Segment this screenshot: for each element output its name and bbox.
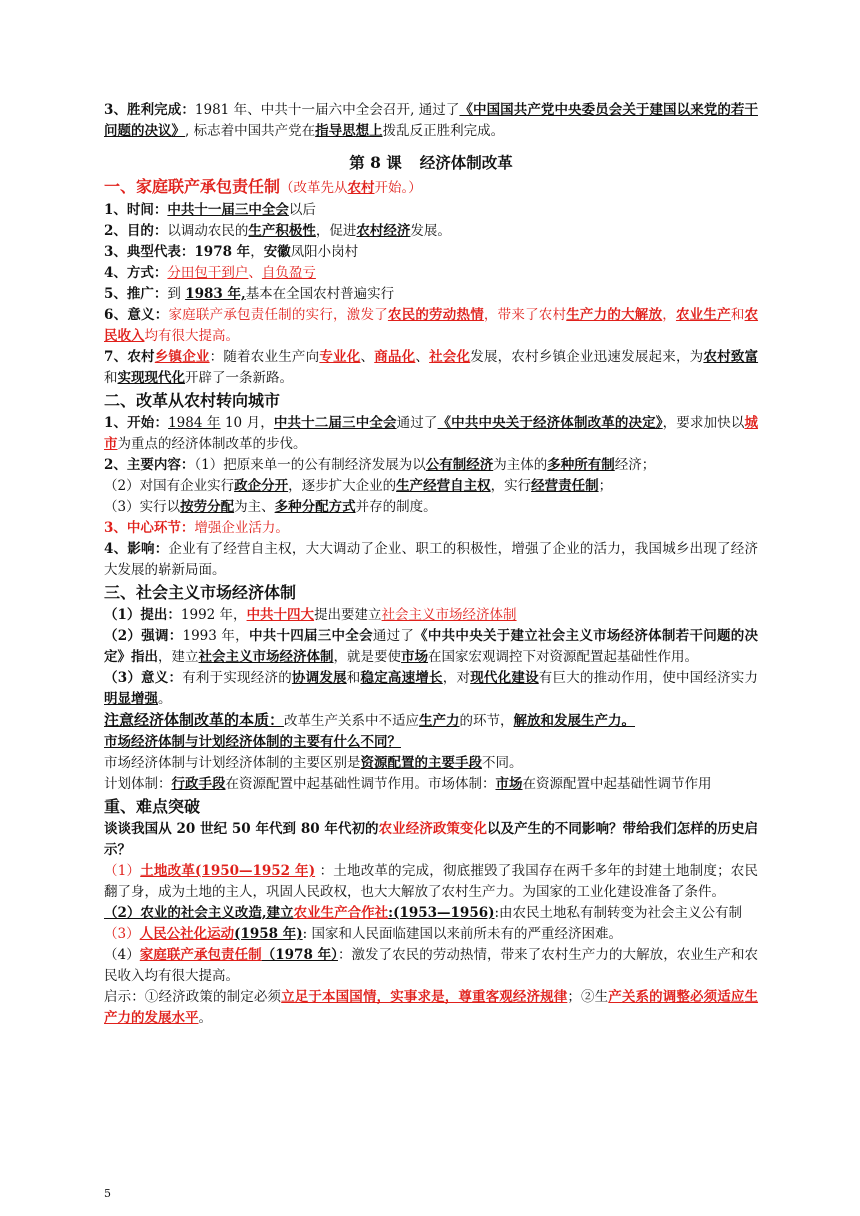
s1-rural-enterprises: 7、农村乡镇企业：随着农业生产向专业化、商品化、社会化发展，农村乡镇企业迅速发展起来，为农村致富和实现现代化开辟了一条新路。 — [104, 349, 759, 386]
s2-effect: 4、影响：企业有了经营自主权，大大调动了企业、职工的积极性，增强了企业的活力，我国城乡出现了经济大发展的崭新局面。 — [104, 541, 758, 578]
lesson-title: 第 8 课 经济体制改革 — [349, 153, 513, 172]
s2-content-1: 2、主要内容：（1）把原来单一的公有制经济发展为以公有制经济为主体的多种所有制经济； — [104, 457, 656, 473]
s2-start: 1、开始：1984 年 10 月，中共十二届三中全会通过了《中共中央关于经济体制改革的决定》，要求加快以城市为重点的经济体制改革的步伐。 — [104, 415, 759, 452]
s1-method: 4、方式：分田包干到户、自负盈亏 — [104, 265, 316, 281]
s1-representative: 3、典型代表：1978 年，安徽凤阳小岗村 — [104, 244, 359, 260]
s1-significance: 6、意义：家庭联产承包责任制的实行，激发了农民的劳动热情，带来了农村生产力的大解放，农业生产和农民收入均有很大提高。 — [104, 307, 759, 344]
s3-essence: 注意经济体制改革的本质：改革生产关系中不适应生产力的环节，解放和发展生产力。 — [104, 711, 636, 729]
s2-content-2: （2）对国有企业实行政企分开，逐步扩大企业的生产经营自主权，实行经营责任制； — [104, 478, 613, 494]
document-page — [104, 100, 758, 1029]
resolution-title: 《中国国共产党中央委员会关于建国以来党的若干问题的决议》 — [104, 102, 758, 139]
s2-center: 3、中心环节：增强企业活力。 — [104, 520, 289, 536]
section-heading-2: 二、改革从农村转向城市 — [104, 391, 281, 410]
key-insight: 启示：①经济政策的制定必须立足于本国国情，实事求是，尊重客观经济规律；②生产关系的调整必须适应生产力的发展水平。 — [104, 989, 759, 1026]
section-heading-3: 三、社会主义市场经济体制 — [104, 583, 297, 602]
s3-stress: （2）强调：1993 年，中共十四届三中全会通过了《中共中央关于建立社会主义市场经济体制若干问题的决定》指出，建立社会主义市场经济体制，就是要使市场在国家宏观调控下对资源配置起基础性作用。 — [104, 628, 759, 665]
key-item-4: （4）家庭联产承包责任制（1978 年）：激发了农民的劳动热情，带来了农村生产力的大解放，农业生产和农民收入均有很大提高。 — [104, 947, 759, 984]
s1-aim: 2、目的：以调动农民的生产积极性，促进农村经济发展。 — [104, 223, 451, 239]
s3-compare: 计划体制：行政手段在资源配置中起基础性调节作用。市场体制：市场在资源配置中起基础性调节作用 — [104, 776, 712, 792]
key-item-2: （2）农业的社会主义改造,建立农业生产合作社:(1953—1956):由农民土地私有制转变为社会主义公有制 — [104, 905, 743, 921]
s3-propose: （1）提出：1992 年，中共十四大提出要建立社会主义市场经济体制 — [104, 607, 517, 623]
s1-time: 1、时间：中共十一届三中全会以后 — [104, 202, 316, 218]
s3-answer: 市场经济体制与计划经济体制的主要区别是资源配置的主要手段不同。 — [104, 755, 523, 771]
s2-content-3: （3）实行以按劳分配为主、多种分配方式并存的制度。 — [104, 499, 437, 515]
section-heading-1: 一、家庭联产承包责任制（改革先从农村开始。） — [104, 177, 422, 196]
intro-paragraph: 3、胜利完成：1981 年、中共十一届六中全会召开, 通过了《中国国共产党中央委员会关于建国以来党的若干问题的决议》, 标志着中国共产党在指导思想上拨乱反正胜利完成。 — [104, 102, 758, 139]
page-number: 5 — [104, 1187, 111, 1200]
s1-promotion: 5、推广：到 1983 年,基本在全国农村普遍实行 — [104, 286, 395, 302]
section-heading-key: 重、难点突破 — [104, 797, 201, 816]
key-item-1: （1）土地改革(1950—1952 年) ：土地改革的完成，彻底摧毁了我国存在两千多年的封建土地制度；农民翻了身，成为土地的主人，巩固人民政权，也大大解放了农村生产力。为国家的工业化建设准备了条件。 — [104, 863, 759, 900]
key-item-3: （3）人民公社化运动(1958 年): 国家和人民面临建国以来前所未有的严重经济困难。 — [104, 926, 622, 942]
s3-meaning: （3）意义：有利于实现经济的协调发展和稳定高速增长，对现代化建设有巨大的推动作用，使中国经济实力明显增强。 — [104, 670, 759, 707]
s3-question: 市场经济体制与计划经济体制的主要有什么不同？ — [104, 734, 401, 750]
key-question: 谈谈我国从 20 世纪 50 年代到 80 年代初的农业经济政策变化以及产生的不同影响？带给我们怎样的历史启示？ — [104, 821, 759, 858]
item-label: 3、胜利完成： — [104, 102, 195, 118]
